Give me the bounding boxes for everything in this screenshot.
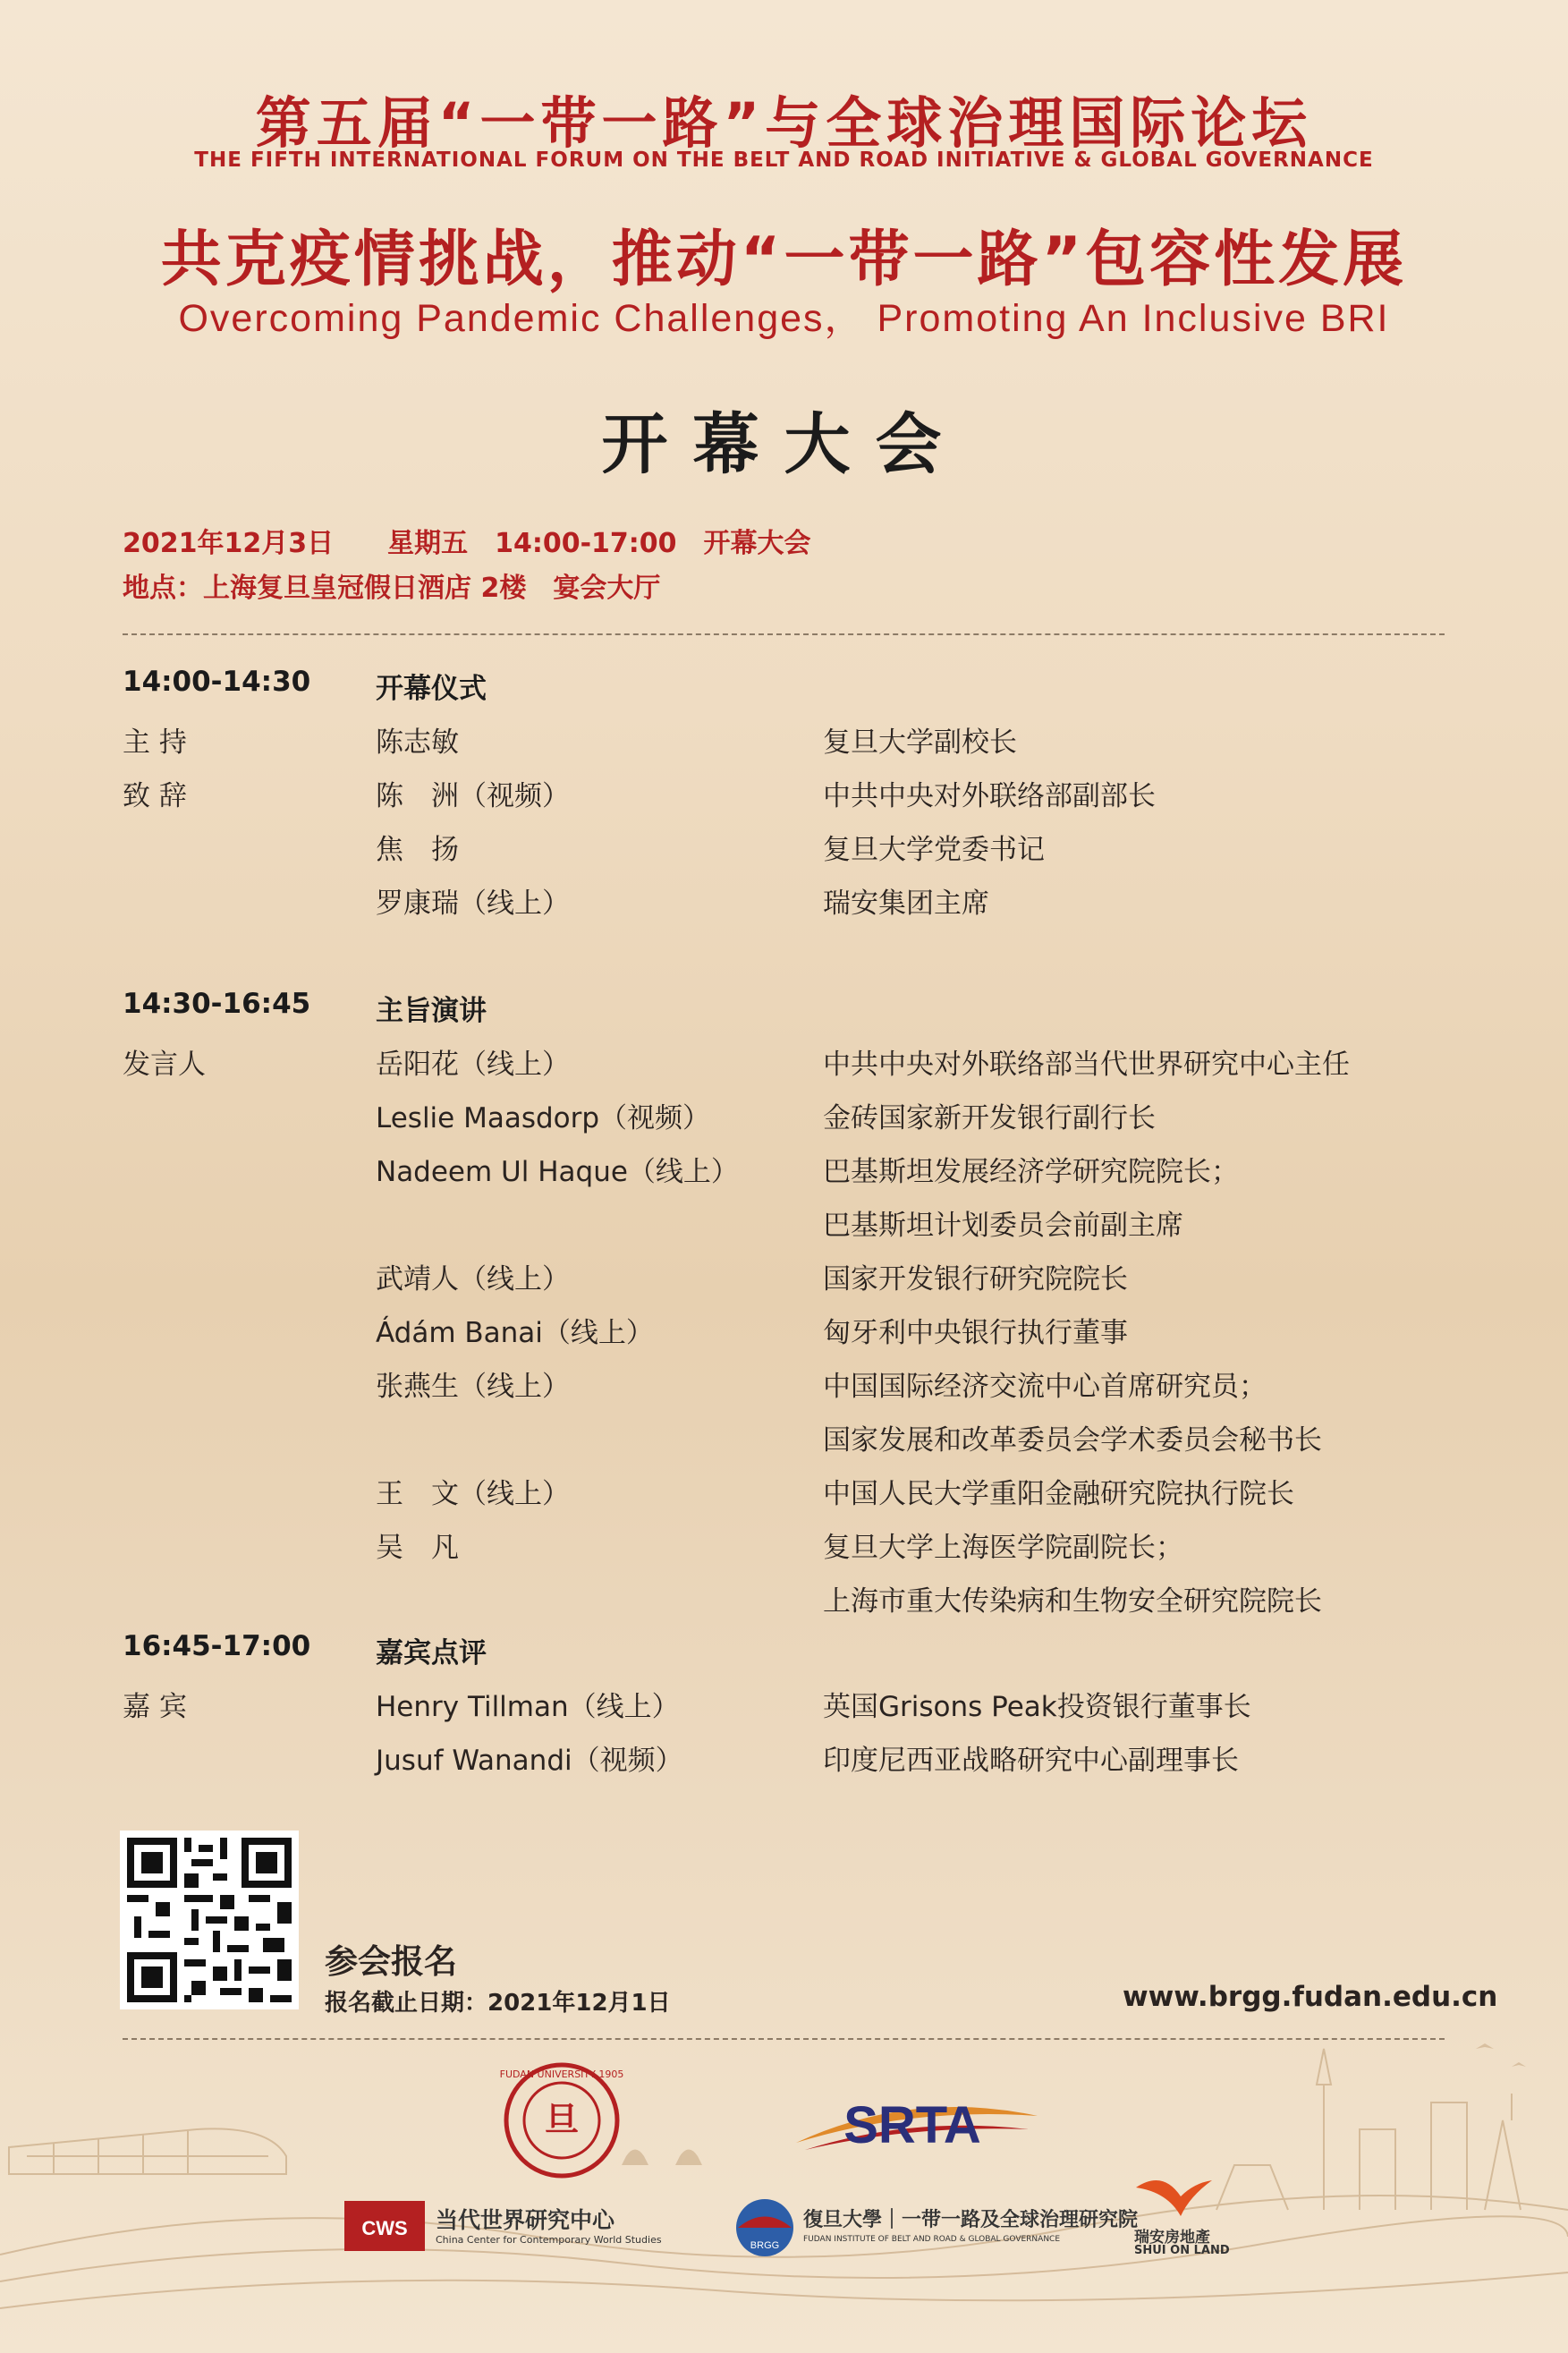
speaker-name: 陈志敏 [376, 726, 459, 759]
speaker-name: Jusuf Wanandi（视频） [376, 1745, 683, 1777]
divider [123, 2038, 1445, 2040]
shui-on-land-name-cn: 瑞安房地產 [1134, 2229, 1210, 2247]
session-title: 开幕大会 [601, 406, 967, 483]
speaker-affiliation: 中共中央对外联络部副部长 [823, 780, 1156, 812]
qr-code[interactable] [120, 1831, 299, 2009]
speaker-name: 陈 洲（视频） [376, 780, 570, 812]
section-time: 14:30-16:45 [123, 988, 311, 1020]
speaker-name: 吴 凡 [376, 1532, 459, 1564]
speaker-name: Ádám Banai（线上） [376, 1317, 654, 1349]
cws-mark: CWS [361, 2217, 408, 2239]
role-label: 主 持 [123, 726, 187, 759]
cws-name-cn: 当代世界研究中心 [436, 2207, 615, 2233]
speaker-name: 王 文（线上） [376, 1478, 570, 1510]
registration-title: 参会报名 [325, 1942, 457, 1981]
role-label: 嘉 宾 [123, 1691, 187, 1723]
theme-title-en: Overcoming Pandemic Challenges， Promoting An Inclusive BRI [178, 297, 1390, 340]
speaker-affiliation: 上海市重大传染病和生物安全研究院院长 [823, 1585, 1322, 1618]
date-line: 2021年12月3日 星期五 14:00-17:00 开幕大会 [123, 528, 811, 559]
location-line: 地点：上海复旦皇冠假日酒店 2楼 宴会大厅 [123, 573, 661, 604]
speaker-affiliation: 复旦大学上海医学院副院长； [823, 1532, 1183, 1564]
forum-title-cn: 第五届“一带一路”与全球治理国际论坛 [255, 90, 1313, 156]
speaker-affiliation: 中共中央对外联络部当代世界研究中心主任 [823, 1049, 1350, 1081]
speaker-affiliation: 中国国际经济交流中心首席研究员； [823, 1371, 1267, 1403]
seal-text: FUDAN UNIVERSITY 1905 [499, 2068, 624, 2080]
brgg-mark: BRGG [750, 2240, 780, 2251]
section-title: 开幕仪式 [376, 673, 487, 705]
fudan-institute-name-en: FUDAN INSTITUTE OF BELT AND ROAD & GLOBAL GOVERNANCE [803, 2235, 1061, 2244]
cws-name-en: China Center for Contemporary World Studies [436, 2234, 662, 2246]
speaker-affiliation: 国家开发银行研究院院长 [823, 1263, 1128, 1295]
role-label: 致 辞 [123, 780, 187, 812]
speaker-name: Nadeem Ul Haque（线上） [376, 1156, 739, 1188]
speaker-affiliation: 金砖国家新开发银行副行长 [823, 1102, 1156, 1134]
cws-logo-icon [344, 2201, 425, 2251]
website-link[interactable]: www.brgg.fudan.edu.cn [1123, 1981, 1498, 2013]
section-time: 14:00-14:30 [123, 666, 311, 698]
speaker-affiliation: 印度尼西亚战略研究中心副理事长 [823, 1745, 1239, 1777]
speaker-affiliation: 国家发展和改革委员会学术委员会秘书长 [823, 1424, 1322, 1457]
speaker-name: 岳阳花（线上） [376, 1049, 570, 1081]
forum-title-en: THE FIFTH INTERNATIONAL FORUM ON THE BELT AND ROAD INITIATIVE & GLOBAL GOVERNANCE [194, 149, 1374, 172]
section-time: 16:45-17:00 [123, 1630, 311, 1662]
speaker-affiliation: 中国人民大学重阳金融研究院执行院长 [823, 1478, 1294, 1510]
section-title: 主旨演讲 [376, 995, 487, 1027]
theme-title-cn: 共克疫情挑战，推动“一带一路”包容性发展 [160, 225, 1408, 295]
speaker-name: 罗康瑞（线上） [376, 888, 570, 920]
srta-text: SRTA [843, 2096, 981, 2154]
speaker-affiliation: 匈牙利中央银行执行董事 [823, 1317, 1128, 1349]
role-label: 发言人 [123, 1049, 206, 1081]
speaker-name: 武靖人（线上） [376, 1263, 570, 1295]
speaker-affiliation: 复旦大学副校长 [823, 726, 1017, 759]
fudan-university-seal-logo [499, 2058, 624, 2183]
section-title: 嘉宾点评 [376, 1637, 487, 1669]
srta-logo [778, 2080, 1047, 2161]
speaker-name: 焦 扬 [376, 834, 459, 866]
decorative-landscape [0, 2031, 1568, 2353]
shui-on-land-name-en: SHUI ON LAND [1134, 2244, 1230, 2257]
speaker-name: Leslie Maasdorp（视频） [376, 1102, 711, 1134]
speaker-affiliation: 瑞安集团主席 [823, 888, 989, 920]
speaker-affiliation: 英国Grisons Peak投资银行董事长 [823, 1691, 1251, 1723]
brgg-logo-icon [733, 2196, 796, 2259]
divider [123, 633, 1445, 635]
speaker-affiliation: 复旦大学党委书记 [823, 834, 1045, 866]
speaker-name: Henry Tillman（线上） [376, 1691, 680, 1723]
svg-text:旦: 旦 [544, 2099, 580, 2139]
speaker-name: 张燕生（线上） [376, 1371, 570, 1403]
speaker-affiliation: 巴基斯坦发展经济学研究院院长； [823, 1156, 1239, 1188]
registration-deadline: 报名截止日期：2021年12月1日 [325, 1990, 671, 2017]
shui-on-land-logo-icon [1127, 2170, 1216, 2221]
speaker-affiliation: 巴基斯坦计划委员会前副主席 [823, 1210, 1183, 1242]
fudan-institute-name-cn: 復旦大學｜一带一路及全球治理研究院 [803, 2208, 1139, 2231]
